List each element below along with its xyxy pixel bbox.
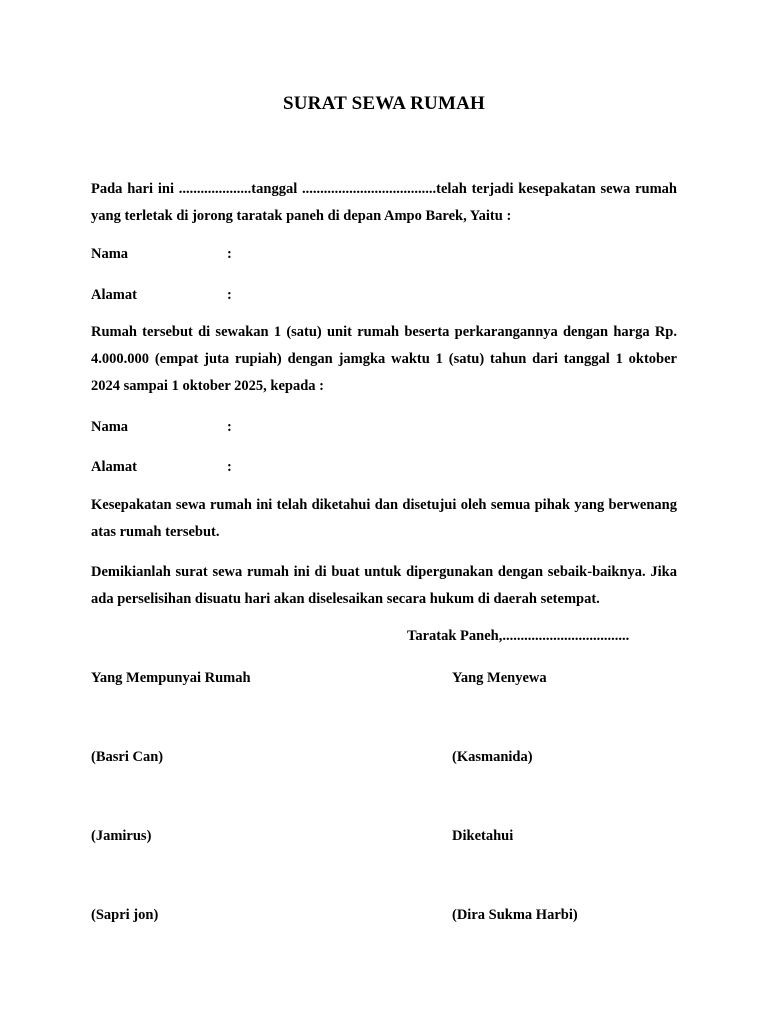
- tenant-heading: Yang Menyewa: [452, 670, 547, 686]
- party2-name-label: Nama: [91, 419, 129, 435]
- place-date-line: Taratak Paneh,...................................: [407, 628, 630, 644]
- intro-paragraph: Pada hari ini ....................tanggal .....................................telah terjadi kesepakatan sewa rumah yang terletak di jorong taratak paneh di depan Ampo Barek, Yaitu :: [91, 181, 677, 224]
- closing-paragraph: Demikianlah surat sewa rumah ini di buat untuk dipergunakan dengan sebaik-baiknya. Jika ada perselisihan disuatu hari akan diselesaikan secara hukum di daerah setempat.: [91, 564, 677, 607]
- witness2-name: (Sapri jon): [91, 907, 159, 923]
- acknowledger-name: (Dira Sukma Harbi): [452, 907, 578, 923]
- owner-heading: Yang Mempunyai Rumah: [91, 670, 251, 686]
- party2-address-label: Alamat: [91, 459, 137, 475]
- party2-name-colon: :: [227, 419, 232, 435]
- acknowledged-heading: Diketahui: [452, 828, 514, 844]
- terms-paragraph: Rumah tersebut di sewakan 1 (satu) unit rumah beserta perkarangannya dengan harga Rp. 4.000.000 (empat juta rupiah) dengan jamgka waktu 1 (satu) tahun dari tanggal 1 oktober 2024 sampai 1 oktober 2025, kepada :: [91, 324, 677, 394]
- party1-name-label: Nama: [91, 246, 129, 262]
- party2-address-colon: :: [227, 459, 232, 475]
- tenant-signatory-name: (Kasmanida): [452, 749, 533, 765]
- agreement-paragraph: Kesepakatan sewa rumah ini telah diketahui dan disetujui oleh semua pihak yang berwenang atas rumah tersebut.: [91, 497, 677, 540]
- party1-address-colon: :: [227, 287, 232, 303]
- party1-address-label: Alamat: [91, 287, 137, 303]
- owner-signatory-name: (Basri Can): [91, 749, 164, 765]
- document-title: SURAT SEWA RUMAH: [282, 93, 486, 114]
- witness1-name: (Jamirus): [91, 828, 152, 844]
- party1-name-colon: :: [227, 246, 232, 262]
